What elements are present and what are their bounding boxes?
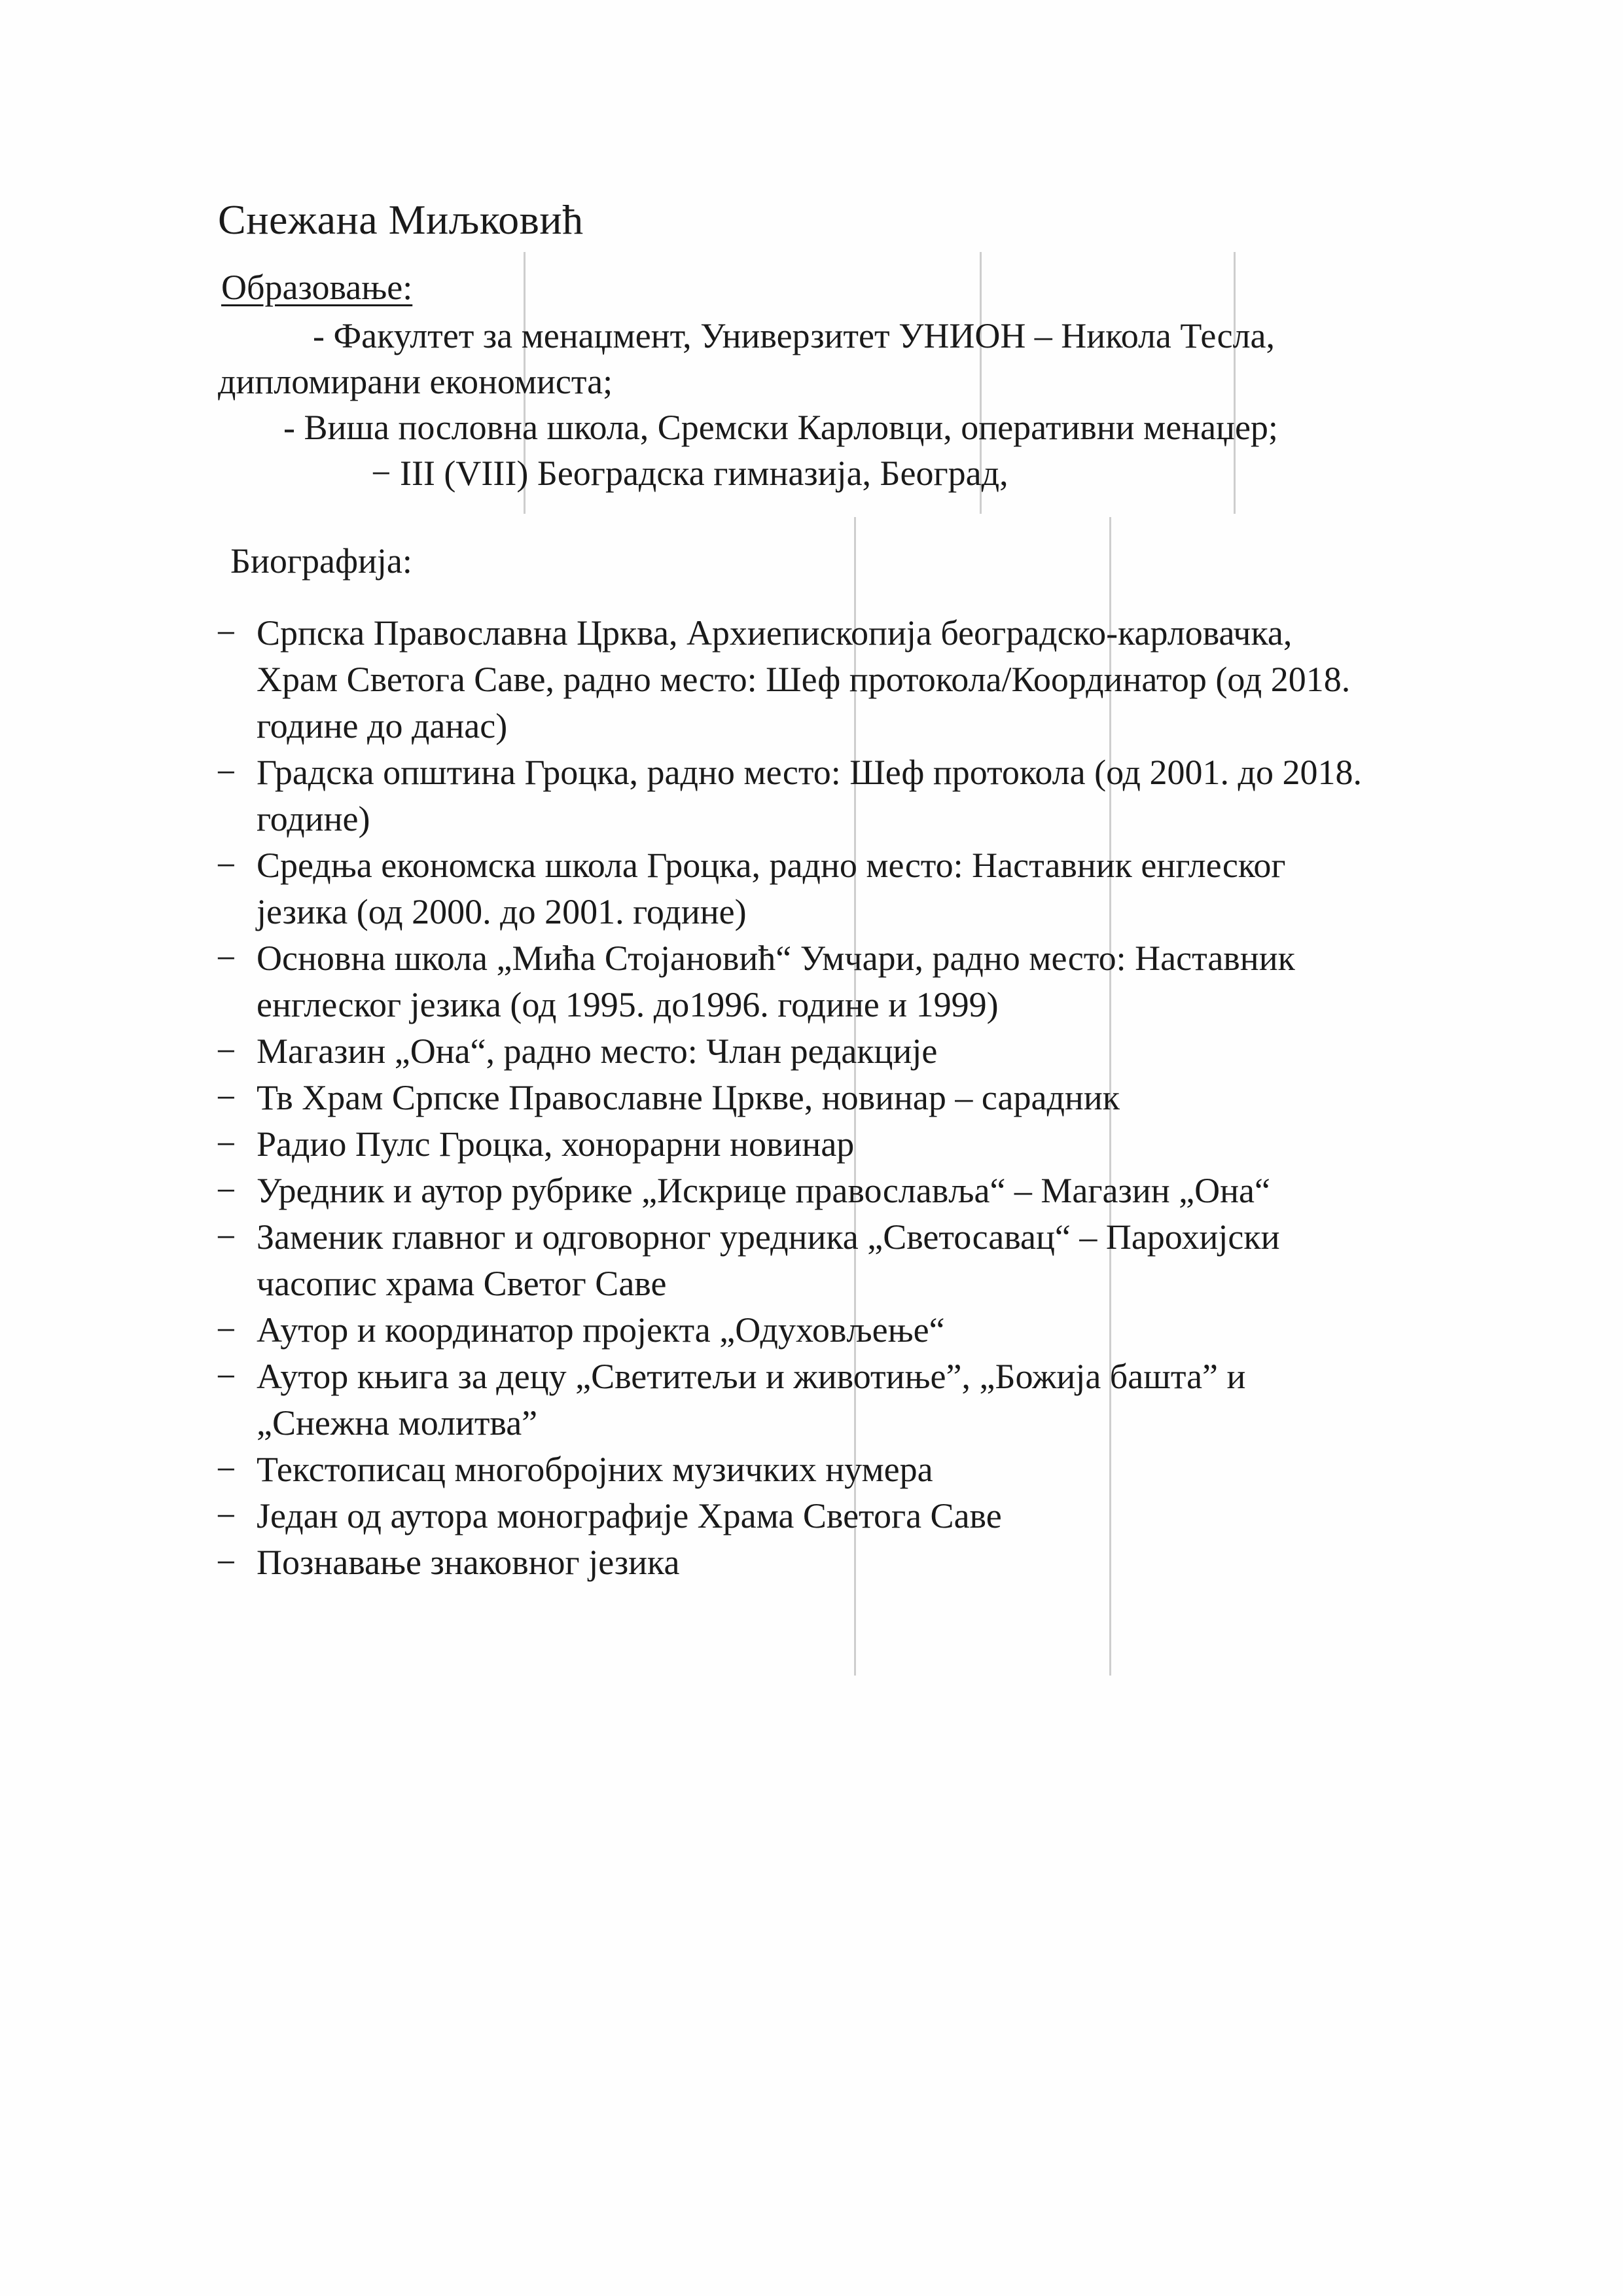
biography-item xyxy=(216,610,1381,749)
biography-item-text: Магазин „Она“, радно место: Члан редакције xyxy=(257,1031,938,1071)
biography-item-text: Средња економска школа Гроцка, радно место: Наставник енглеског језика (од 2000. до 2001. године) xyxy=(257,846,1286,931)
biography-item-text: Радио Пулс Гроцка, хонорарни новинар xyxy=(257,1124,855,1164)
biography-item-text: Текстописац многобројних музичких нумера xyxy=(257,1450,933,1489)
biography-item xyxy=(216,1539,1381,1586)
biography-item-text: Аутор и координатор пројекта „Одуховљење“ xyxy=(257,1310,945,1350)
biography-item-text: Основна школа „Мића Стојановић“ Умчари, радно место: Наставник енглеског језика (од 1995. до1996. године и 1999) xyxy=(257,939,1295,1024)
education-item-text: Виша пословна школа, Сремски Карловци, оперативни менаџер; xyxy=(304,408,1278,447)
biography-item-text: Познавање знаковног језика xyxy=(257,1543,680,1582)
biography-item xyxy=(216,1214,1381,1307)
biography-item xyxy=(216,1168,1381,1214)
biography-item xyxy=(216,1028,1381,1075)
dash-marker: − xyxy=(216,1031,236,1071)
biography-item xyxy=(216,1493,1381,1539)
dash-marker: − xyxy=(216,1450,236,1489)
dash-marker: − xyxy=(216,1310,236,1350)
biography-item-text: Аутор књига за децу „Светитељи и животиње”, „Божија башта” и „Снежна молитва” xyxy=(257,1357,1246,1443)
biography-heading: Биографија: xyxy=(230,541,412,581)
biography-item xyxy=(216,1446,1381,1493)
dash-marker: − xyxy=(216,1357,236,1396)
dash-marker: − xyxy=(216,1124,236,1164)
dash-marker: − xyxy=(216,613,236,653)
education-item-continuation xyxy=(218,359,613,404)
biography-item-text: Градска општина Гроцка, радно место: Шеф протокола (од 2001. до 2018. године) xyxy=(257,753,1362,838)
biography-item-text: Тв Храм Српске Православне Цркве, новинар – сарадник xyxy=(257,1078,1120,1117)
biography-item xyxy=(216,1307,1381,1354)
biography-item-text: Заменик главног и одговорног уредника „Светосавац“ – Парохијски часопис храма Светог Саве xyxy=(257,1217,1280,1303)
biography-item xyxy=(216,842,1381,935)
dash-marker: − xyxy=(216,846,236,885)
biography-item xyxy=(216,1121,1381,1168)
education-item xyxy=(283,404,1278,450)
biography-item xyxy=(216,935,1381,1028)
biography-item xyxy=(216,1354,1381,1446)
education-item-text: Факултет за менаџмент, Универзитет УНИОН – Никола Тесла, xyxy=(333,316,1275,355)
biography-item xyxy=(216,749,1381,842)
biography-item-text: Један од аутора монографије Храма Светога Саве xyxy=(257,1496,1002,1535)
biography-item xyxy=(216,1075,1381,1121)
education-item-text: III (VIII) Београдска гимназија, Београд, xyxy=(399,454,1008,493)
biography-item-text: Уредник и аутор рубрике „Искрице православља“ – Магазин „Она“ xyxy=(257,1171,1270,1210)
dash-marker: − xyxy=(216,1078,236,1117)
dash-marker: − xyxy=(371,454,391,493)
dash-marker: − xyxy=(216,1171,236,1210)
education-item xyxy=(371,450,1008,496)
dash-marker: - xyxy=(283,408,295,447)
biography-item-text: Српска Православна Црква, Архиепископија београдско-карловачка, Храм Светога Саве, радно место: Шеф протокола/Координатор (од 2018. године до данас) xyxy=(257,613,1351,745)
dash-marker: − xyxy=(216,939,236,978)
education-heading: Образовање: xyxy=(221,268,413,307)
dash-marker: − xyxy=(216,1496,236,1535)
education-item-text: дипломирани економиста; xyxy=(218,362,613,401)
dash-marker: − xyxy=(216,1217,236,1257)
biography-list xyxy=(216,610,1381,1586)
dash-marker: − xyxy=(216,1543,236,1582)
scan-line xyxy=(1234,252,1236,514)
page-title: Снежана Миљковић xyxy=(218,196,584,243)
dash-marker: − xyxy=(216,753,236,792)
education-item xyxy=(313,313,1275,359)
dash-marker: - xyxy=(313,316,325,355)
